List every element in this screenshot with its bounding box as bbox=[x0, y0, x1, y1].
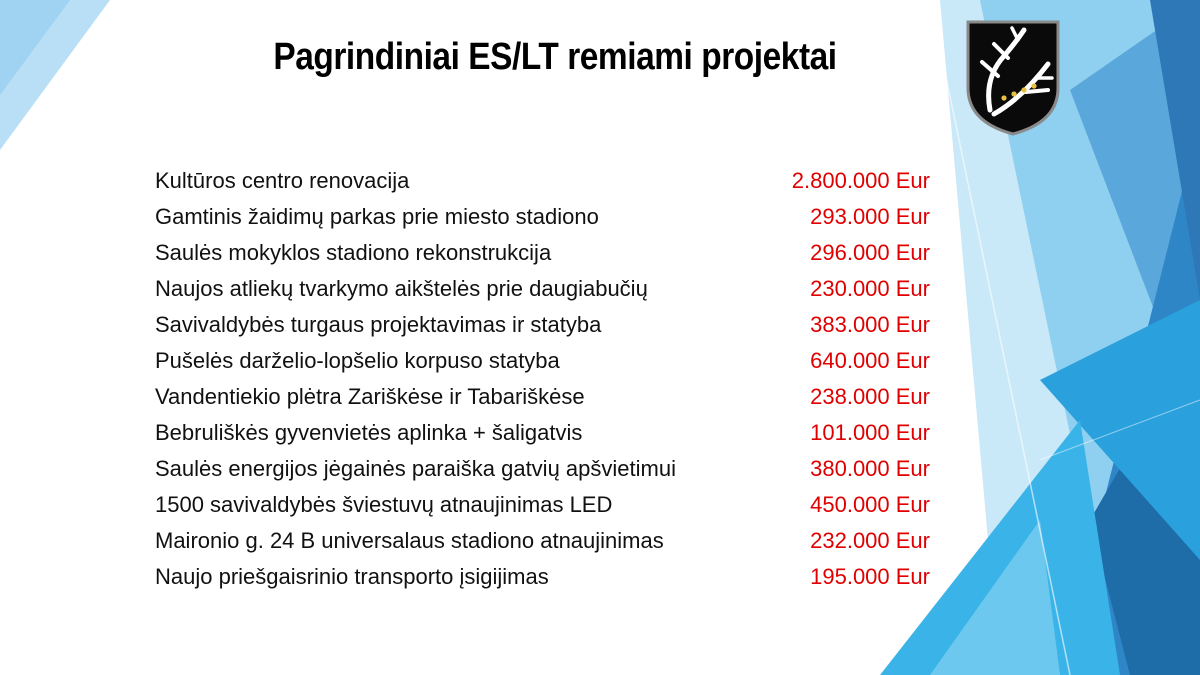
project-row bbox=[155, 163, 930, 199]
project-name: Naujo priešgaisrinio transporto įsigijimas bbox=[155, 564, 549, 589]
project-amount: 230.000 Eur bbox=[810, 276, 930, 301]
project-row bbox=[155, 235, 930, 271]
project-name: Naujos atliekų tvarkymo aikštelės prie daugiabučių bbox=[155, 276, 648, 301]
project-row bbox=[155, 199, 930, 235]
project-amount: 640.000 Eur bbox=[810, 348, 930, 373]
project-row bbox=[155, 343, 930, 379]
project-name: Maironio g. 24 B universalaus stadiono atnaujinimas bbox=[155, 528, 664, 553]
project-row bbox=[155, 523, 930, 559]
project-name: Kultūros centro renovacija bbox=[155, 168, 410, 193]
slide-title: Pagrindiniai ES/LT remiami projektai bbox=[273, 36, 837, 78]
project-list bbox=[155, 163, 930, 595]
project-row bbox=[155, 451, 930, 487]
project-name: 1500 savivaldybės šviestuvų atnaujinimas LED bbox=[155, 492, 613, 517]
project-name: Saulės energijos jėgainės paraiška gatvių apšvietimui bbox=[155, 456, 676, 481]
project-name: Bebruliškės gyvenvietės aplinka + šaligatvis bbox=[155, 420, 583, 445]
project-amount: 195.000 Eur bbox=[810, 564, 930, 589]
project-row bbox=[155, 559, 930, 595]
project-name: Pušelės darželio-lopšelio korpuso statyba bbox=[155, 348, 560, 373]
project-name: Savivaldybės turgaus projektavimas ir statyba bbox=[155, 312, 602, 337]
project-amount: 383.000 Eur bbox=[810, 312, 930, 337]
project-amount: 2.800.000 Eur bbox=[791, 168, 930, 193]
project-amount: 380.000 Eur bbox=[810, 456, 930, 481]
project-amount: 232.000 Eur bbox=[810, 528, 930, 553]
project-amount: 238.000 Eur bbox=[810, 384, 930, 409]
project-name: Vandentiekio plėtra Zariškėse ir Tabariškėse bbox=[155, 384, 585, 409]
project-row bbox=[155, 415, 930, 451]
project-amount: 101.000 Eur bbox=[810, 420, 930, 445]
project-row bbox=[155, 307, 930, 343]
project-amount: 450.000 Eur bbox=[810, 492, 930, 517]
project-name: Saulės mokyklos stadiono rekonstrukcija bbox=[155, 240, 552, 265]
deer-antlers-coat-of-arms-icon bbox=[964, 18, 1062, 136]
project-row bbox=[155, 379, 930, 415]
project-name: Gamtinis žaidimų parkas prie miesto stadiono bbox=[155, 204, 599, 229]
project-row bbox=[155, 271, 930, 307]
project-row bbox=[155, 487, 930, 523]
project-amount: 293.000 Eur bbox=[810, 204, 930, 229]
project-amount: 296.000 Eur bbox=[810, 240, 930, 265]
